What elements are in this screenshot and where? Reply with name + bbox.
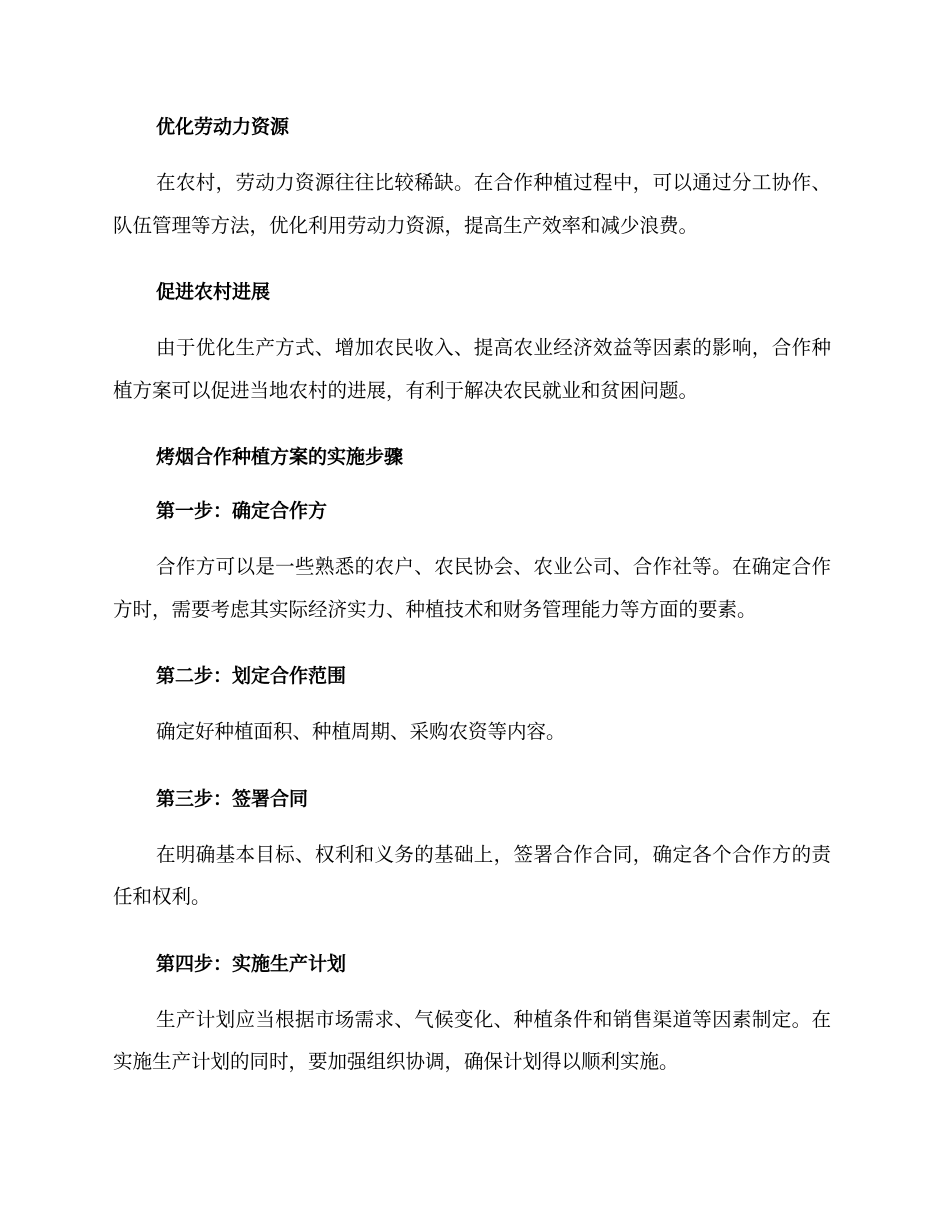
body-paragraph: 在农村，劳动力资源往往比较稀缺。在合作种植过程中，可以通过分工协作、队伍管理等方法，优化利用劳动力资源，提高生产效率和减少浪费。 [113,171,831,237]
section-step-two [113,655,831,754]
body-paragraph: 确定好种植面积、种植周期、采购农资等内容。 [156,720,566,743]
body-paragraph: 在明确基本目标、权利和义务的基础上，签署合作合同，确定各个合作方的责任和权利。 [113,842,831,908]
section-implementation-steps [113,436,831,478]
section-heading: 第一步：确定合作方 [156,500,328,522]
section-heading: 第四步：实施生产计划 [156,952,347,975]
section-step-four [113,943,831,1084]
section-heading: 第三步：签署合同 [156,787,309,810]
body-paragraph: 生产计划应当根据市场需求、气候变化、种植条件和销售渠道等因素制定。在实施生产计划的同时，要加强组织协调，确保计划得以顺利实施。 [113,1007,831,1073]
body-paragraph: 合作方可以是一些熟悉的农户、农民协会、农业公司、合作社等。在确定合作方时，需要考虑其实际经济实力、种植技术和财务管理能力等方面的要素。 [113,555,831,621]
section-rural-development [113,271,831,412]
section-step-one [113,490,831,631]
body-paragraph: 由于优化生产方式、增加农民收入、提高农业经济效益等因素的影响，合作种植方案可以促进当地农村的进展，有利于解决农民就业和贫困问题。 [113,336,831,402]
section-heading: 第二步：划定合作范围 [156,665,347,687]
section-step-three [113,778,831,919]
section-heading: 优化劳动力资源 [156,116,290,138]
section-heading: 促进农村进展 [156,281,271,303]
document-page [113,106,831,1108]
section-heading: 烤烟合作种植方案的实施步骤 [156,446,404,468]
section-optimize-labor [113,106,831,247]
